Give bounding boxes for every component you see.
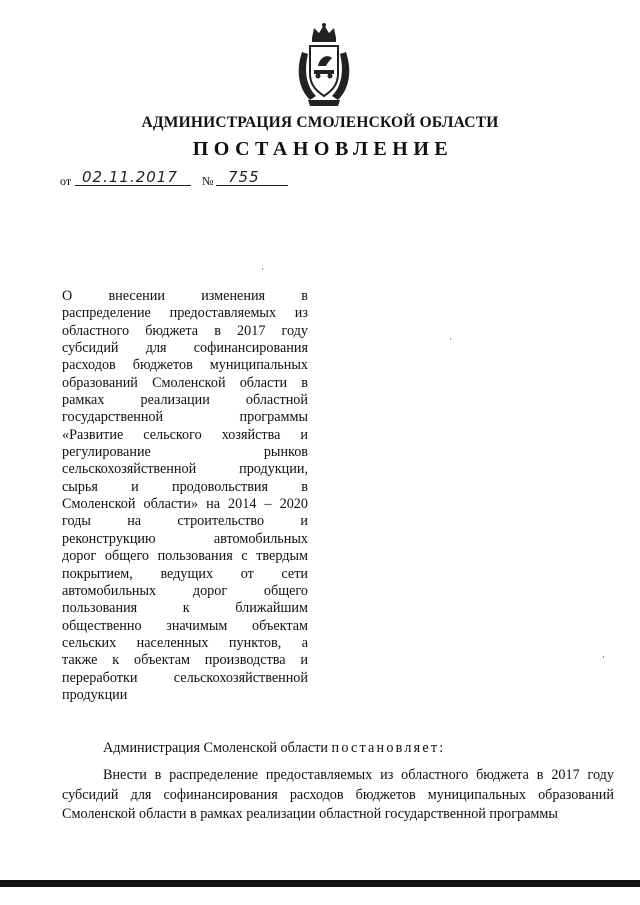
decree-intro-verb: постановляет: [331,740,446,756]
subject-line: субсидий для софинансирования [62,340,308,357]
subject-line: также к объектам производства и [62,652,308,669]
scan-speck [603,656,604,658]
subject-line: общественно значимым объектам [62,617,308,634]
subject-line: продукции [62,686,128,703]
date-label: от [60,174,72,188]
subject-line: областного бюджета в 2017 году [62,322,308,339]
subject-line: образований Смоленской области в [62,374,308,391]
scan-speck [450,338,451,340]
subject-line: Смоленской области» на 2014 – 2020 [62,496,308,513]
scan-edge-bar [0,880,640,887]
document-type-title: ПОСТАНОВЛЕНИЕ [192,138,454,160]
number-value: 755 [228,168,260,186]
subject-line: рамках реализации областной [62,392,308,409]
decree-intro [103,740,445,757]
coat-of-arms-emblem [292,22,356,108]
subject-line: автомобильных дорог общего [62,582,308,599]
date-value: 02.11.2017 [82,168,178,186]
subject-line: сырья и продовольствия в [62,478,308,495]
subject-line: расходов бюджетов муниципальных [62,357,308,374]
subject-line: сельских населенных пунктов, а [62,634,308,651]
subject-line: «Развитие сельского хозяйства и [62,426,308,443]
subject-line: распределение предоставляемых из [62,305,308,322]
subject-line: О внесении изменения в [62,288,308,304]
decree-paragraph: Внести в распределение предоставляемых из областного бюджета в 2017 году субсидий для софинансирования расходов бюджетов муниципальных образований Смоленской области в рамках реализации областной государственной программы [62,767,614,822]
subject-line: государственной программы [62,409,308,426]
subject-line: реконструкцию автомобильных [62,530,308,547]
subject-line: пользования к ближайшим [62,600,308,617]
subject-line: сельскохозяйственной продукции, [62,461,308,478]
organization-title: АДМИНИСТРАЦИЯ СМОЛЕНСКОЙ ОБЛАСТИ [141,114,499,131]
subject-line: дорог общего пользования с твердым [62,548,308,565]
subject-line: покрытием, ведущих от сети [62,565,308,582]
decree-intro-subject: Администрация Смоленской области [103,740,328,756]
subject-line: годы на строительство и [62,513,308,530]
subject-line: переработки сельскохозяйственной [62,669,308,686]
scan-speck [262,268,263,270]
subject-line: регулирование рынков [62,444,308,461]
number-label: № [202,174,214,188]
document-subject [62,288,308,704]
